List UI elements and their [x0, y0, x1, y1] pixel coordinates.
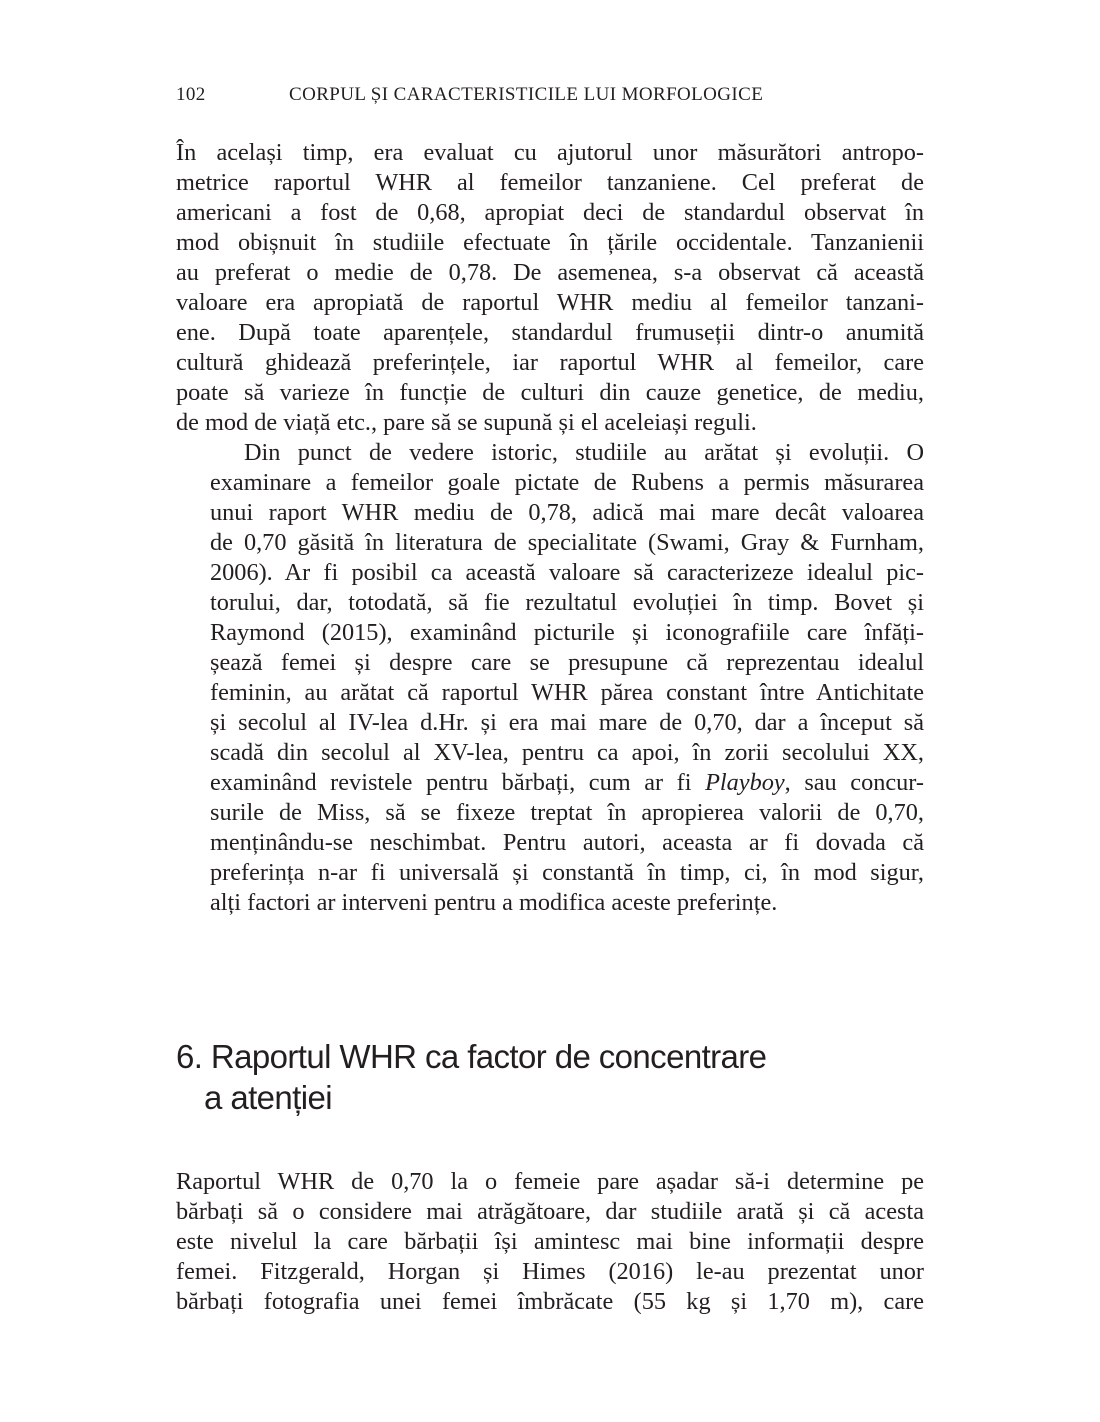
text-line: Raymond (2015), examinând picturile și iconografiile care înfăți- — [210, 619, 924, 646]
text-line: mod obișnuit în studiile efectuate în țările occidentale. Tanzanienii — [176, 229, 924, 256]
text-line: scadă din secolul al XV-lea, pentru ca apoi, în zorii secolului XX, — [210, 739, 924, 766]
text-line: Raportul WHR de 0,70 la o femeie pare așadar să-i determine pe — [176, 1168, 924, 1195]
section-1-text — [176, 138, 924, 918]
text-line: și secolul al IV-lea d.Hr. și era mai mare de 0,70, dar a început să — [210, 709, 924, 736]
running-title: CORPUL ȘI CARACTERISTICILE LUI MORFOLOGICE — [289, 84, 764, 105]
text-line: preferința n-ar fi universală și constantă în timp, ci, în mod sigur, — [210, 859, 924, 886]
text-segment: , sau concur- — [784, 769, 924, 796]
text-line: poate să varieze în funcție de culturi din cauze genetice, de mediu, — [176, 379, 924, 406]
text-line: ene. După toate aparențele, standardul frumuseții dintr-o anumită — [176, 319, 924, 346]
text-line: examinare a femeilor goale pictate de Rubens a permis măsurarea — [210, 469, 924, 496]
section-heading-line-2: a atenției — [204, 1079, 332, 1116]
text-line: de 0,70 găsită în literatura de specialitate (Swami, Gray & Furnham, — [210, 529, 924, 556]
text-line: au preferat o medie de 0,78. De asemenea, s-a observat că această — [176, 259, 924, 286]
section-heading-line-1: 6. Raportul WHR ca factor de concentrare — [176, 1038, 767, 1075]
text-line: femei. Fitzgerald, Horgan și Himes (2016) le-au prezentat unor — [176, 1258, 924, 1285]
text-line: 2006). Ar fi posibil ca această valoare să caracterizeze idealul pic- — [210, 559, 924, 586]
text-line: metrice raportul WHR al femeilor tanzaniene. Cel preferat de — [176, 169, 924, 196]
running-header — [176, 84, 926, 114]
text-line: de mod de viață etc., pare să se supună și el aceleiași reguli. — [176, 409, 757, 436]
text-line: bărbați să o considere mai atrăgătoare, dar studiile arată și că acesta — [176, 1198, 924, 1225]
text-line: În același timp, era evaluat cu ajutorul unor măsurători antropo- — [176, 139, 924, 166]
text-segment: examinând revistele pentru bărbați, cum ar fi — [210, 769, 706, 796]
text-line: alți factori ar interveni pentru a modifica aceste preferințe. — [210, 889, 778, 916]
text-line: valoare era apropiată de raportul WHR mediu al femeilor tanzani- — [176, 289, 924, 316]
text-line: feminin, au arătat că raportul WHR părea constant între Antichitate — [210, 679, 924, 706]
text-line: surile de Miss, să se fixeze treptat în apropierea valorii de 0,70, — [210, 799, 924, 826]
italic-title: Playboy — [705, 769, 785, 796]
paragraph-1 — [176, 138, 924, 438]
text-line: unui raport WHR mediu de 0,78, adică mai mare decât valoarea — [210, 499, 924, 526]
page-number: 102 — [176, 84, 206, 105]
text-line: torului, dar, totodată, să fie rezultatul evoluției în timp. Bovet și — [210, 589, 924, 616]
text-line: Din punct de vedere istoric, studiile au arătat și evoluții. O — [244, 439, 924, 466]
text-line: bărbați fotografia unei femei îmbrăcate (55 kg și 1,70 m), care — [176, 1288, 924, 1315]
text-line: cultură ghidează preferințele, iar raportul WHR al femeilor, care — [176, 349, 924, 376]
section-heading — [176, 1036, 924, 1118]
text-line: menținându-se neschimbat. Pentru autori, aceasta ar fi dovada că — [210, 829, 924, 856]
paragraph-2 — [176, 438, 924, 918]
text-line: americani a fost de 0,68, apropiat deci de standardul observat în — [176, 199, 924, 226]
text-line-with-italic — [176, 768, 924, 798]
paragraph-3 — [176, 1167, 924, 1317]
text-line: șează femei și despre care se presupune că reprezentau idealul — [210, 649, 924, 676]
text-line: este nivelul la care bărbații își amintesc mai bine informații despre — [176, 1228, 924, 1255]
section-2-text — [176, 1167, 924, 1317]
